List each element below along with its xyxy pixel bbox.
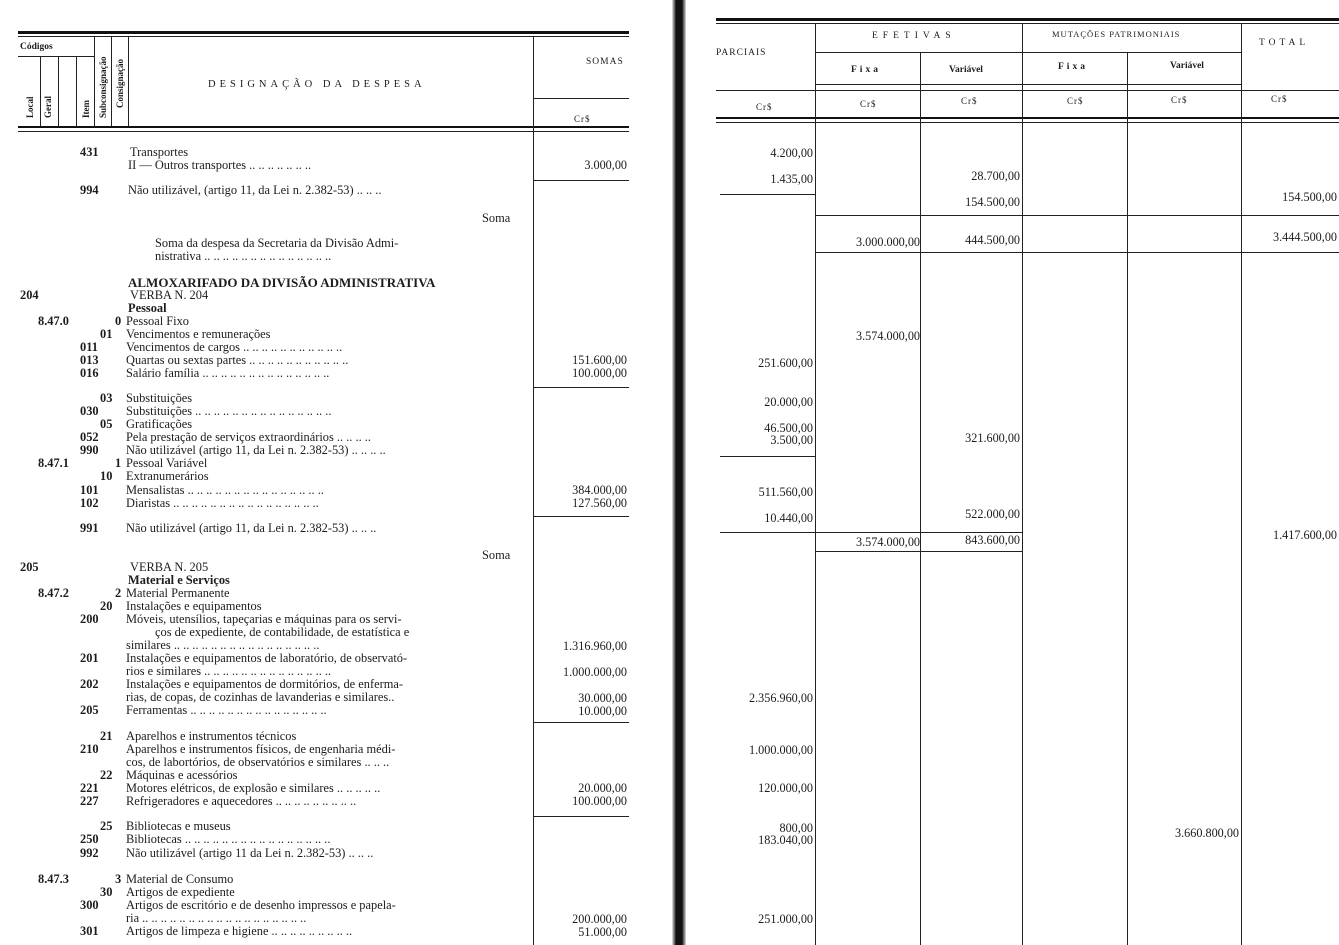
variavel-value: 522.000,00 <box>965 507 1020 521</box>
parcial-value: 46.500,00 <box>764 421 813 435</box>
row-desc: Material e Serviços <box>128 573 230 587</box>
sum-rule <box>720 456 815 457</box>
row-desc: Quartas ou sextas partes .. .. .. .. .. .. .. .. .. .. .. <box>126 353 349 367</box>
subconsignacao-label: Subconsignação <box>98 56 108 118</box>
row-local: 8.47.0 <box>38 314 69 328</box>
header-top-rule <box>18 31 629 34</box>
row-code: 011 <box>80 340 98 354</box>
row-code: 20 <box>100 599 113 613</box>
row-desc: VERBA N. 205 <box>130 560 209 574</box>
row-soma: 30.000,00 <box>578 691 627 705</box>
parcial-value: 251.600,00 <box>758 356 813 370</box>
variavel-label: Variável <box>1170 61 1204 71</box>
parcial-value: 251.000,00 <box>758 912 813 926</box>
row-desc: Salário família .. .. .. .. .. .. .. .. .. .. .. .. .. .. <box>126 366 330 380</box>
total-label: TOTAL <box>1259 38 1310 48</box>
somas-currency: Cr$ <box>574 114 591 124</box>
sum-rule <box>533 387 629 388</box>
col-divider <box>76 56 77 126</box>
parcial-value: 120.000,00 <box>758 781 813 795</box>
row-code: 101 <box>80 483 99 497</box>
row-desc: Aparelhos e instrumentos físicos, de engenharia médi- <box>126 742 396 756</box>
row-desc: Substituições .. .. .. .. .. .. .. .. .. .. .. .. .. .. .. <box>126 404 332 418</box>
header-bottom-rule-2 <box>18 131 629 132</box>
row-code: 300 <box>80 898 99 912</box>
variavel-value: 28.700,00 <box>971 169 1020 183</box>
section-title: ALMOXARIFADO DA DIVISÃO ADMINISTRATIVA <box>128 275 436 290</box>
row-code: 990 <box>80 443 99 457</box>
col-divider-fixa1 <box>920 52 921 945</box>
row-desc: Aparelhos e instrumentos técnicos <box>126 729 297 743</box>
item-label: Item <box>81 100 91 118</box>
row-desc: Extranumerários <box>126 469 209 483</box>
row-code: 1 <box>115 456 122 470</box>
sum-rule <box>815 551 1022 552</box>
row-desc: Diaristas .. .. .. .. .. .. .. .. .. .. .. .. .. .. .. .. <box>126 496 319 510</box>
parcial-value: 1.000.000,00 <box>749 743 813 757</box>
row-desc: II — Outros transportes .. .. .. .. .. .. .. <box>128 158 312 172</box>
row-code: 01 <box>100 327 113 341</box>
row-soma: 1.000.000,00 <box>563 665 627 679</box>
row-desc: VERBA N. 204 <box>130 288 209 302</box>
total-value: 1.417.600,00 <box>1273 528 1337 542</box>
parcial-value: 3.500,00 <box>770 433 813 447</box>
row-desc: Pessoal <box>128 301 167 315</box>
row-code: 994 <box>80 183 99 197</box>
row-code: 227 <box>80 794 99 808</box>
header-top-rule <box>716 18 1339 21</box>
header-bottom-rule-2 <box>716 122 1339 123</box>
header-rule-2 <box>18 36 629 37</box>
row-code: 013 <box>80 353 99 367</box>
row-code: 205 <box>80 703 99 717</box>
row-desc: Não utilizável (artigo 11, da Lei n. 2.382-53) .. .. .. .. <box>126 443 386 457</box>
row-desc: Motores elétricos, de explosão e similares .. .. .. .. .. <box>126 781 381 795</box>
row-desc: Gratificações <box>126 417 193 431</box>
somas-col-divider <box>533 36 534 945</box>
row-desc: similares .. .. .. .. .. .. .. .. .. .. .. .. .. .. .. .. <box>126 638 320 652</box>
row-desc: Artigos de expediente <box>126 885 235 899</box>
row-soma: 3.000,00 <box>584 158 627 172</box>
book-gutter <box>672 0 686 945</box>
fixa-currency: Cr$ <box>860 99 877 109</box>
row-desc: Material Permanente <box>126 586 230 600</box>
col-divider <box>40 56 41 126</box>
row-soma: 10.000,00 <box>578 704 627 718</box>
row-code: 202 <box>80 677 99 691</box>
parcial-value: 800,00 <box>779 821 813 835</box>
efetivas-label: EFETIVAS <box>872 31 956 41</box>
sum-rule <box>815 252 1339 253</box>
row-desc: ços de expediente, de contabilidade, de estatística e <box>155 625 410 639</box>
row-desc: Artigos de escritório e de desenho impressos e papela- <box>126 898 396 912</box>
row-desc: nistrativa .. .. .. .. .. .. .. .. .. .. .. .. .. .. <box>155 249 332 263</box>
subhead-rule <box>815 52 1241 53</box>
sum-rule <box>533 180 629 181</box>
mutacoes-label: MUTAÇÕES PATRIMONIAIS <box>1052 29 1181 39</box>
total-value: 154.500,00 <box>1282 190 1337 204</box>
row-soma: 151.600,00 <box>572 353 627 367</box>
fixa-value: 3.574.000,00 <box>856 329 920 343</box>
codigos-label: Códigos <box>20 42 53 52</box>
row-desc: Mensalistas .. .. .. .. .. .. .. .. .. .. .. .. .. .. .. <box>126 483 324 497</box>
parcial-value: 20.000,00 <box>764 395 813 409</box>
sum-rule <box>533 816 629 817</box>
row-soma: 200.000,00 <box>572 912 627 926</box>
row-desc: Pessoal Variável <box>126 456 208 470</box>
row-desc: Vencimentos e remunerações <box>126 327 271 341</box>
row-desc: Móveis, utensílios, tapeçarias e máquinas para os servi- <box>126 612 402 626</box>
fixa-value: 3.574.000,00 <box>856 535 920 549</box>
right-page <box>686 0 1339 945</box>
sum-rule <box>720 194 815 195</box>
row-soma: 100.000,00 <box>572 366 627 380</box>
sum-rule <box>815 215 1339 216</box>
row-code: 991 <box>80 521 99 535</box>
variavel-value: 154.500,00 <box>965 195 1020 209</box>
row-desc: Bibliotecas e museus <box>126 819 231 833</box>
row-code: 016 <box>80 366 99 380</box>
variavel-value: 321.600,00 <box>965 431 1020 445</box>
parcial-value: 4.200,00 <box>770 146 813 160</box>
row-local: 8.47.1 <box>38 456 69 470</box>
parcial-value: 183.040,00 <box>758 833 813 847</box>
parcial-value: 511.560,00 <box>758 485 813 499</box>
sum-rule <box>533 722 629 723</box>
row-code: 250 <box>80 832 99 846</box>
row-soma: 1.316.960,00 <box>563 639 627 653</box>
row-code: 2 <box>115 586 122 600</box>
soma-label: Soma <box>482 548 511 562</box>
parciais-label: PARCIAIS <box>716 48 767 58</box>
col-divider-efetivas <box>1022 23 1023 945</box>
local-label: Local <box>25 96 35 118</box>
subhead-rule-2 <box>815 84 1241 85</box>
somas-label: SOMAS <box>586 57 624 67</box>
row-code: 03 <box>100 391 113 405</box>
row-desc: Pela prestação de serviços extraordinários .. .. .. .. <box>126 430 371 444</box>
col-divider-fixa2 <box>1127 52 1128 945</box>
consignacao-label: Consignação <box>115 58 125 108</box>
row-code: 10 <box>100 469 113 483</box>
parcial-value: 1.435,00 <box>770 172 813 186</box>
row-desc: Ferramentas .. .. .. .. .. .. .. .. .. .. .. .. .. .. .. <box>126 703 327 717</box>
variavel-value: 843.600,00 <box>965 533 1020 547</box>
designacao-label: DESIGNAÇÃO DA DESPESA <box>208 79 426 90</box>
geral-label: Geral <box>43 96 53 118</box>
variavel-label: Variável <box>949 65 983 75</box>
row-desc: ria .. .. .. .. .. .. .. .. .. .. .. .. .. .. .. .. .. .. <box>126 911 307 925</box>
somas-rule <box>533 98 629 99</box>
codigos-rule <box>18 56 94 57</box>
row-code: 221 <box>80 781 99 795</box>
col-divider <box>94 36 95 126</box>
total-currency: Cr$ <box>1271 94 1288 104</box>
col-divider <box>58 56 59 126</box>
row-desc: Substituições <box>126 391 193 405</box>
row-desc: Vencimentos de cargos .. .. .. .. .. .. .. .. .. .. .. <box>126 340 343 354</box>
row-desc: rios e similares .. .. .. .. .. .. .. .. .. .. .. .. .. .. <box>126 664 332 678</box>
parcial-value: 10.440,00 <box>764 511 813 525</box>
variavel-currency: Cr$ <box>961 96 978 106</box>
row-code: 0 <box>115 314 122 328</box>
row-code: 21 <box>100 729 113 743</box>
row-desc: Não utilizável (artigo 11 da Lei n. 2.382-53) .. .. .. <box>126 846 374 860</box>
variavel-currency: Cr$ <box>1171 95 1188 105</box>
row-desc: Bibliotecas .. .. .. .. .. .. .. .. .. .. .. .. .. .. .. .. <box>126 832 331 846</box>
row-soma: 384.000,00 <box>572 483 627 497</box>
header-rule-2 <box>716 23 1339 24</box>
row-code: 102 <box>80 496 99 510</box>
row-code: 05 <box>100 417 113 431</box>
row-local: 204 <box>20 288 39 302</box>
row-code: 25 <box>100 819 113 833</box>
row-desc: Instalações e equipamentos <box>126 599 262 613</box>
row-desc: Não utilizável, (artigo 11, da Lei n. 2.382-53) .. .. .. <box>128 183 382 197</box>
fixa-currency: Cr$ <box>1067 96 1084 106</box>
col-divider-mutacoes <box>1241 23 1242 945</box>
row-code: 992 <box>80 846 99 860</box>
row-local: 205 <box>20 560 39 574</box>
row-desc: cos, de labortórios, de observatórios e similares .. .. .. <box>126 755 390 769</box>
row-code: 30 <box>100 885 113 899</box>
row-desc: Material de Consumo <box>126 872 234 886</box>
row-code: 3 <box>115 872 122 886</box>
currency-top-rule <box>716 90 1339 91</box>
row-code: 201 <box>80 651 99 665</box>
fixa-label: Fixa <box>1058 62 1088 72</box>
row-code: 301 <box>80 924 99 938</box>
row-code: 052 <box>80 430 99 444</box>
row-soma: 127.560,00 <box>572 496 627 510</box>
row-code: 431 <box>80 145 99 159</box>
row-soma: 100.000,00 <box>572 794 627 808</box>
row-soma: 51.000,00 <box>578 925 627 939</box>
col-divider <box>111 36 112 126</box>
parcial-value: 2.356.960,00 <box>749 691 813 705</box>
row-desc: Instalações e equipamentos de laboratório, de observató- <box>126 651 408 665</box>
row-desc: Não utilizável (artigo 11, da Lei n. 2.382-53) .. .. .. <box>126 521 377 535</box>
total-value: 3.444.500,00 <box>1273 230 1337 244</box>
row-desc: Refrigeradores e aquecedores .. .. .. .. .. .. .. .. .. <box>126 794 357 808</box>
mutacao-variavel-value: 3.660.800,00 <box>1175 826 1239 840</box>
variavel-value: 444.500,00 <box>965 233 1020 247</box>
row-desc: rias, de copas, de cozinhas de lavanderias e similares.. <box>126 690 395 704</box>
row-code: 22 <box>100 768 113 782</box>
row-local: 8.47.3 <box>38 872 69 886</box>
row-desc: Soma da despesa da Secretaria da Divisão Admi- <box>155 236 399 250</box>
col-divider-parciais <box>815 23 816 945</box>
col-divider <box>128 36 129 126</box>
row-code: 030 <box>80 404 99 418</box>
fixa-value: 3.000.000,00 <box>856 235 920 249</box>
header-bottom-rule <box>18 126 629 128</box>
header-bottom-rule <box>716 117 1339 119</box>
row-desc: Instalações e equipamentos de dormitórios, de enferma- <box>126 677 403 691</box>
row-desc: Transportes <box>130 145 189 159</box>
row-code: 210 <box>80 742 99 756</box>
row-soma: 20.000,00 <box>578 781 627 795</box>
row-code: 200 <box>80 612 99 626</box>
fixa-label: Fixa <box>851 65 881 75</box>
parciais-currency: Cr$ <box>756 102 773 112</box>
row-desc: Artigos de limpeza e higiene .. .. .. .. .. .. .. .. .. <box>126 924 353 938</box>
sum-rule <box>533 516 629 517</box>
row-local: 8.47.2 <box>38 586 69 600</box>
row-desc: Pessoal Fixo <box>126 314 189 328</box>
row-desc: Máquinas e acessórios <box>126 768 238 782</box>
soma-label: Soma <box>482 211 511 225</box>
